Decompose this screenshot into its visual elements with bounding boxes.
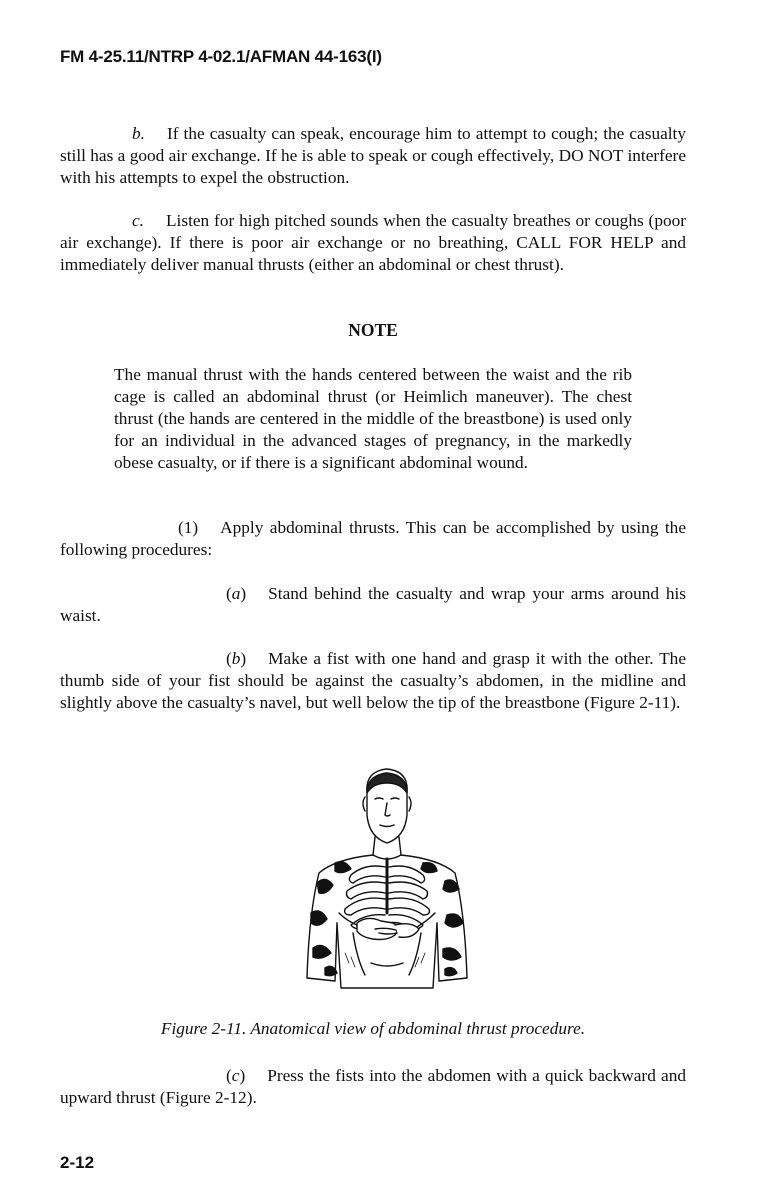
step-a-text: Stand behind the casualty and wrap your arms around his waist. [60, 584, 686, 625]
paragraph-b-label: b. [132, 124, 145, 143]
step-c: (c) Press the fists into the abdomen with a quick backward and upward thrust (Figure 2-12). [60, 1066, 686, 1107]
note-heading: NOTE [348, 320, 398, 340]
step-b-text: Make a fist with one hand and grasp it with the other. The thumb side of your fist should be against the casualty’s abdomen, in the midline and slightly above the casualty’s navel, but well below the tip of the breastbone (Figure 2-11). [60, 649, 686, 712]
step-b: (b) Make a fist with one hand and grasp it with the other. The thumb side of your fist should be against the casualty’s abdomen, in the midline and slightly above the casualty’s navel, but well below the tip of the breastbone (Figure 2-11). [60, 649, 686, 712]
step-b-label: b [231, 649, 241, 668]
paragraph-b-text: If the casualty can speak, encourage him to attempt to cough; the casualty still has a good air exchange. If he is able to speak or cough effectively, DO NOT interfere with his attempts to expel the obstruction. [60, 124, 686, 187]
paragraph-c [60, 210, 686, 276]
paragraph-b [60, 123, 686, 189]
step-1-text: Apply abdominal thrusts. This can be accomplished by using the following procedures: [60, 518, 686, 559]
step-a-label: a [231, 584, 241, 603]
paragraph-c-label: c. [132, 211, 144, 230]
document-header: FM 4-25.11/NTRP 4-02.1/AFMAN 44-163(I) [60, 47, 382, 66]
note-body: The manual thrust with the hands centered between the waist and the rib cage is called an abdominal thrust (or Heimlich maneuver). The chest thrust (the hands are centered in the middle of the breastbone) is used only for an individual in the advanced stages of pregnancy, in the markedly obese casualty, or if there is a significant abdominal wound. [114, 365, 632, 472]
step-a: (a) Stand behind the casualty and wrap your arms around his waist. [60, 584, 686, 625]
step-c-text: Press the fists into the abdomen with a quick backward and upward thrust (Figure 2-12). [60, 1066, 686, 1107]
step-1-label: (1) [178, 518, 199, 537]
step-c-label: c [231, 1066, 240, 1085]
page-number: 2-12 [60, 1153, 95, 1172]
step-1 [60, 517, 686, 561]
figure-caption: Figure 2-11. Anatomical view of abdominal thrust procedure. [160, 1019, 586, 1038]
paragraph-c-text: Listen for high pitched sounds when the casualty breathes or coughs (poor air exchange). If there is poor air exchange or no breathing, CALL FOR HELP and immediately deliver manual thrusts (either an abdominal or chest thrust). [60, 211, 686, 274]
abdominal-thrust-illustration [295, 763, 481, 998]
